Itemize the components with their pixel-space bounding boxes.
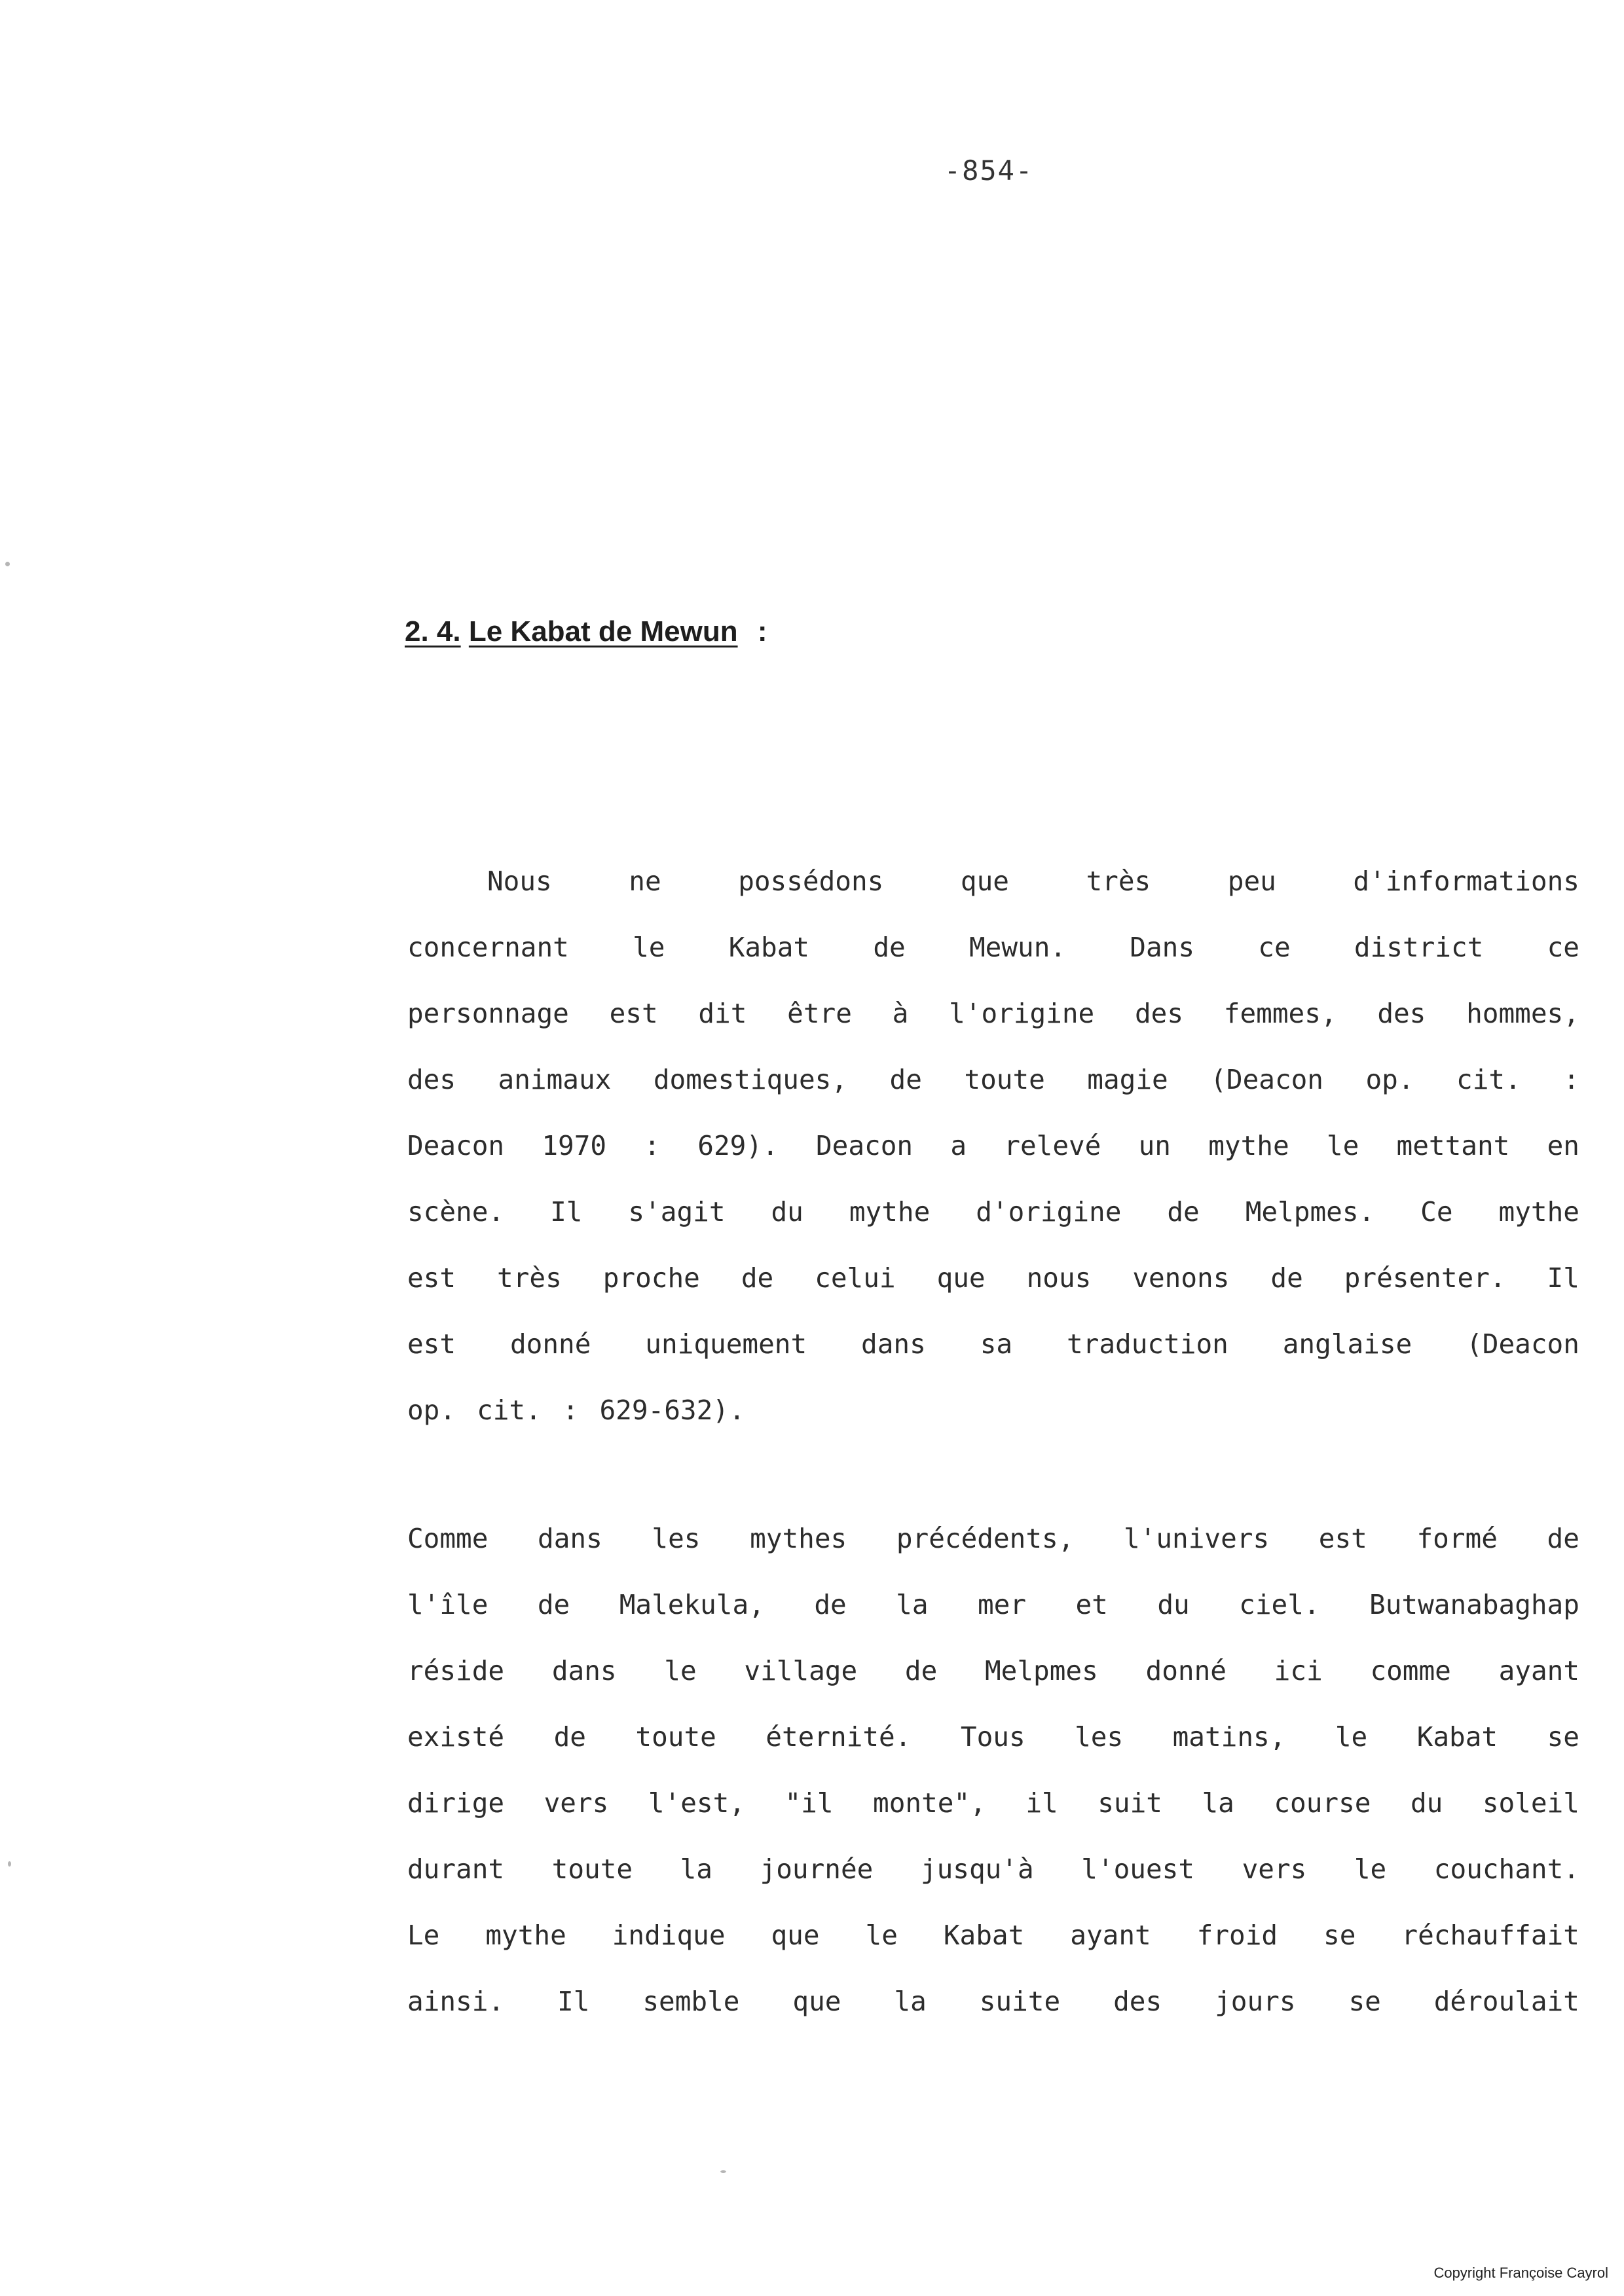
text-line — [407, 1853, 1579, 1893]
word: dans — [538, 1523, 602, 1554]
word: existé — [407, 1721, 505, 1753]
section-heading-title: Le Kabat de Mewun — [468, 615, 738, 647]
word: des — [1377, 998, 1426, 1029]
word: Deacon — [815, 1130, 913, 1161]
word: ici — [1274, 1655, 1323, 1686]
word: le — [633, 932, 665, 963]
word: des — [1113, 1986, 1162, 2017]
word: de — [1270, 1262, 1303, 1294]
word: nous — [1026, 1262, 1092, 1294]
text-line — [407, 1064, 1579, 1103]
word: concernant — [407, 932, 569, 963]
word: s'agit — [628, 1196, 726, 1228]
word: op. — [407, 1394, 456, 1426]
word: les — [652, 1523, 701, 1554]
word: le — [865, 1920, 898, 1951]
word: de — [873, 932, 906, 963]
word: le — [1335, 1721, 1368, 1753]
word: : — [562, 1394, 579, 1426]
text-line — [407, 1328, 1579, 1368]
word: venons — [1132, 1262, 1230, 1294]
copyright-notice: Copyright Françoise Cayrol — [1433, 2265, 1608, 2281]
word: semble — [642, 1986, 740, 2017]
word: mer — [977, 1589, 1027, 1620]
word: couchant. — [1433, 1853, 1579, 1885]
word: dans — [551, 1655, 617, 1686]
word: suit — [1098, 1787, 1162, 1819]
text-line — [407, 1787, 1579, 1827]
word: district — [1354, 932, 1484, 963]
word: le — [1326, 1130, 1359, 1161]
text-line — [407, 1655, 1579, 1694]
page-number: -854- — [944, 155, 1034, 187]
word: d'informations — [1353, 866, 1579, 897]
word: sa — [980, 1328, 1013, 1360]
word: à — [892, 998, 909, 1029]
word: relevé — [1004, 1130, 1101, 1161]
word: Deacon — [407, 1130, 505, 1161]
word: est — [407, 1262, 456, 1294]
word: 629). — [697, 1130, 779, 1161]
word: journée — [760, 1853, 874, 1885]
word: la — [894, 1986, 927, 2017]
word: est — [1318, 1523, 1367, 1554]
word: vers — [1242, 1853, 1307, 1885]
word: course — [1274, 1787, 1371, 1819]
word: traduction — [1066, 1328, 1228, 1360]
word: Mewun. — [969, 932, 1067, 963]
word: toute — [551, 1853, 633, 1885]
word: Kabat — [1416, 1721, 1498, 1753]
word: Nous — [487, 866, 552, 897]
text-line — [407, 1589, 1579, 1628]
word: les — [1075, 1721, 1124, 1753]
word: Kabat — [728, 932, 810, 963]
word: éternité. — [766, 1721, 912, 1753]
word: uniquement — [645, 1328, 807, 1360]
word: domestiques, — [653, 1064, 848, 1095]
text-line — [407, 1986, 1579, 2025]
word: d'origine — [976, 1196, 1122, 1228]
word: Malekula, — [619, 1589, 765, 1620]
word: toute — [964, 1064, 1045, 1095]
word: la — [1202, 1787, 1234, 1819]
word: mythes — [750, 1523, 847, 1554]
word: très — [497, 1262, 562, 1294]
word: suite — [979, 1986, 1061, 2017]
text-line — [407, 1920, 1579, 1959]
word: Il — [550, 1196, 583, 1228]
word: Il — [557, 1986, 590, 2017]
word: de — [553, 1721, 586, 1753]
word: magie — [1087, 1064, 1168, 1095]
word: : — [1563, 1064, 1579, 1095]
word: en — [1547, 1130, 1579, 1161]
word: le — [1354, 1853, 1387, 1885]
word: le — [664, 1655, 697, 1686]
word: mythe — [849, 1196, 931, 1228]
text-line — [407, 1721, 1579, 1760]
word: très — [1086, 866, 1151, 897]
word: celui — [815, 1262, 896, 1294]
word: donné — [1145, 1655, 1227, 1686]
word: ayant — [1498, 1655, 1579, 1686]
scan-speck — [5, 562, 10, 566]
text-line — [407, 1523, 1579, 1562]
word: indique — [612, 1920, 726, 1951]
word: de — [904, 1655, 938, 1686]
scan-speck — [720, 2170, 726, 2173]
word: réside — [407, 1655, 505, 1686]
word: (Deacon — [1466, 1328, 1579, 1360]
word: durant — [407, 1853, 505, 1885]
word: Melpmes. — [1245, 1196, 1375, 1228]
text-line — [407, 1262, 1579, 1302]
word: : — [644, 1130, 661, 1161]
word: il — [1025, 1787, 1058, 1819]
word: donné — [509, 1328, 591, 1360]
word: du — [1410, 1787, 1443, 1819]
word: Il — [1547, 1262, 1579, 1294]
section-heading-number: 2. 4. — [405, 615, 461, 647]
word: mettant — [1396, 1130, 1510, 1161]
word: Butwanabaghap — [1369, 1589, 1579, 1620]
word: jours — [1215, 1986, 1296, 2017]
word: possédons — [738, 866, 884, 897]
word: ainsi. — [407, 1986, 505, 2017]
word: mythe — [485, 1920, 566, 1951]
word: ciel. — [1239, 1589, 1320, 1620]
word: l'est, — [648, 1787, 745, 1819]
word: a — [950, 1130, 967, 1161]
word: (Deacon — [1210, 1064, 1323, 1095]
word: dit — [698, 998, 747, 1029]
word: présenter. — [1344, 1262, 1506, 1294]
word: dans — [861, 1328, 926, 1360]
word: de — [889, 1064, 922, 1095]
word: hommes, — [1466, 998, 1579, 1029]
word: Tous — [960, 1721, 1025, 1753]
word: déroulait — [1433, 1986, 1579, 2017]
word: de — [741, 1262, 774, 1294]
word: 629-632). — [599, 1394, 745, 1426]
word: vers — [544, 1787, 609, 1819]
word: anglaise — [1282, 1328, 1412, 1360]
text-line — [407, 1130, 1579, 1169]
word: village — [744, 1655, 858, 1686]
text-line — [407, 998, 1579, 1037]
word: dirige — [407, 1787, 505, 1819]
word: et — [1075, 1589, 1108, 1620]
word: la — [680, 1853, 712, 1885]
word: ce — [1547, 932, 1579, 963]
word: que — [771, 1920, 820, 1951]
word: matins, — [1172, 1721, 1286, 1753]
word: se — [1348, 1986, 1381, 2017]
word: femmes, — [1223, 998, 1337, 1029]
word: de — [814, 1589, 847, 1620]
word: cit. — [477, 1394, 542, 1426]
word: froid — [1196, 1920, 1278, 1951]
word: de — [1167, 1196, 1200, 1228]
word: des — [1134, 998, 1184, 1029]
word: être — [787, 998, 852, 1029]
word: toute — [635, 1721, 716, 1753]
text-line — [487, 866, 1579, 905]
word: ce — [1258, 932, 1291, 963]
word: Comme — [407, 1523, 489, 1554]
word: se — [1323, 1920, 1356, 1951]
text-line — [407, 932, 1579, 971]
word: est — [407, 1328, 456, 1360]
word: l'origine — [949, 998, 1095, 1029]
section-heading — [405, 615, 767, 648]
word: du — [1157, 1589, 1190, 1620]
word: ne — [629, 866, 661, 897]
word: "il — [784, 1787, 834, 1819]
word: de — [537, 1589, 570, 1620]
word: personnage — [407, 998, 569, 1029]
word: op. — [1365, 1064, 1414, 1095]
text-line — [407, 1196, 1579, 1235]
word: ayant — [1070, 1920, 1151, 1951]
word: Dans — [1130, 932, 1195, 963]
word: est — [609, 998, 658, 1029]
word: Kabat — [943, 1920, 1025, 1951]
word: que — [936, 1262, 986, 1294]
word: peu — [1227, 866, 1276, 897]
word: l'ouest — [1081, 1853, 1195, 1885]
word: que — [960, 866, 1009, 897]
word: scène. — [407, 1196, 505, 1228]
word: animaux — [498, 1064, 612, 1095]
word: Melpmes — [985, 1655, 1098, 1686]
word: que — [792, 1986, 841, 2017]
scan-speck — [8, 1861, 11, 1867]
text-line — [407, 1394, 1579, 1434]
word: Le — [407, 1920, 440, 1951]
word: l'univers — [1124, 1523, 1270, 1554]
word: proche — [602, 1262, 700, 1294]
word: précédents, — [896, 1523, 1075, 1554]
word: de — [1547, 1523, 1579, 1554]
word: monte", — [873, 1787, 986, 1819]
word: formé — [1416, 1523, 1498, 1554]
word: l'île — [407, 1589, 489, 1620]
word: du — [771, 1196, 803, 1228]
word: soleil — [1482, 1787, 1579, 1819]
word: jusqu'à — [920, 1853, 1034, 1885]
word: des — [407, 1064, 456, 1095]
word: se — [1547, 1721, 1579, 1753]
word: un — [1138, 1130, 1171, 1161]
word: 1970 — [542, 1130, 607, 1161]
word: cit. — [1456, 1064, 1521, 1095]
word: mythe — [1498, 1196, 1579, 1228]
section-heading-colon: : — [757, 615, 767, 647]
word: mythe — [1208, 1130, 1289, 1161]
word: comme — [1370, 1655, 1451, 1686]
word: Ce — [1420, 1196, 1453, 1228]
word: réchauffait — [1401, 1920, 1579, 1951]
word: la — [896, 1589, 929, 1620]
